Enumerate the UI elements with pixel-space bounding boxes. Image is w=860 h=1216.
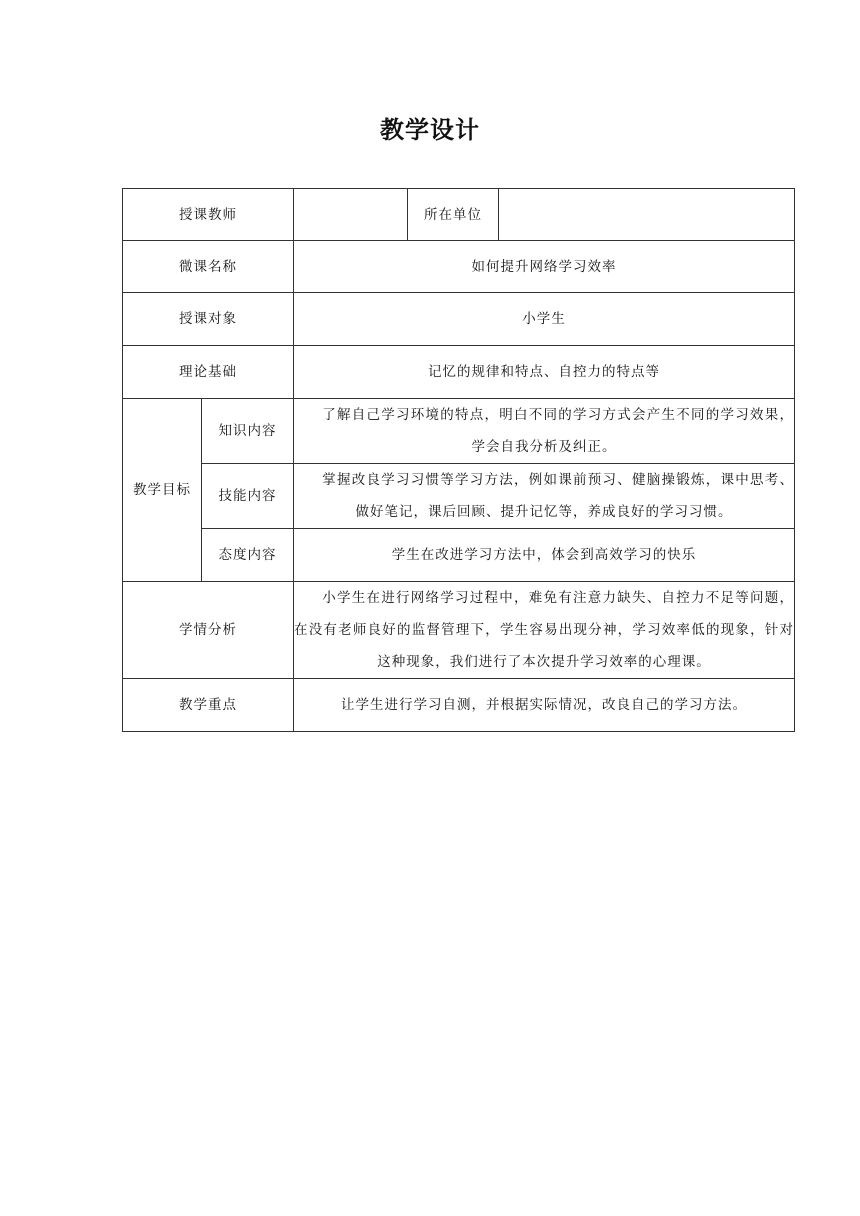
theory-value: 记忆的规律和特点、自控力的特点等 xyxy=(294,346,795,399)
table-row-teacher xyxy=(123,189,795,241)
analysis-cell xyxy=(294,582,795,679)
audience-value: 小学生 xyxy=(294,293,795,346)
table-row-audience xyxy=(123,293,795,346)
focus-value: 让学生进行学习自测，并根据实际情况，改良自己的学习方法。 xyxy=(294,679,795,732)
focus-label: 教学重点 xyxy=(123,679,294,732)
table-row-focus xyxy=(123,679,795,732)
knowledge-cell xyxy=(294,399,795,464)
theory-label: 理论基础 xyxy=(123,346,294,399)
table-row-attitude xyxy=(123,529,795,582)
objectives-label: 教学目标 xyxy=(123,399,202,582)
analysis-label: 学情分析 xyxy=(123,582,294,679)
course-name-value: 如何提升网络学习效率 xyxy=(294,241,795,293)
skill-cell xyxy=(294,464,795,529)
table-row-theory xyxy=(123,346,795,399)
unit-label: 所在单位 xyxy=(408,189,499,241)
table-row-skill xyxy=(123,464,795,529)
page-title: 教学设计 xyxy=(380,116,480,144)
table-row-analysis xyxy=(123,582,795,679)
unit-value xyxy=(499,189,795,241)
course-name-label: 微课名称 xyxy=(123,241,294,293)
audience-label: 授课对象 xyxy=(123,293,294,346)
teacher-label: 授课教师 xyxy=(123,189,294,241)
teacher-value xyxy=(294,189,408,241)
skill-label: 技能内容 xyxy=(202,464,294,529)
knowledge-value: 了解自己学习环境的特点，明白不同的学习方式会产生不同的学习效果，学会自我分析及纠正。 xyxy=(322,407,794,455)
teaching-design-table xyxy=(122,188,795,732)
skill-value: 掌握改良学习习惯等学习方法，例如课前预习、健脑操锻炼，课中思考、做好笔记，课后回顾、提升记忆等，养成良好的学习习惯。 xyxy=(322,472,794,520)
knowledge-label: 知识内容 xyxy=(202,399,294,464)
table-row-course-name xyxy=(123,241,795,293)
attitude-value: 学生在改进学习方法中，体会到高效学习的快乐 xyxy=(294,529,795,582)
analysis-value: 小学生在进行网络学习过程中，难免有注意力缺失、自控力不足等问题，在没有老师良好的监督管理下，学生容易出现分神，学习效率低的现象，针对这种现象，我们进行了本次提升学习效率的心理课。 xyxy=(294,590,794,670)
attitude-label: 态度内容 xyxy=(202,529,294,582)
table-row-knowledge xyxy=(123,399,795,464)
